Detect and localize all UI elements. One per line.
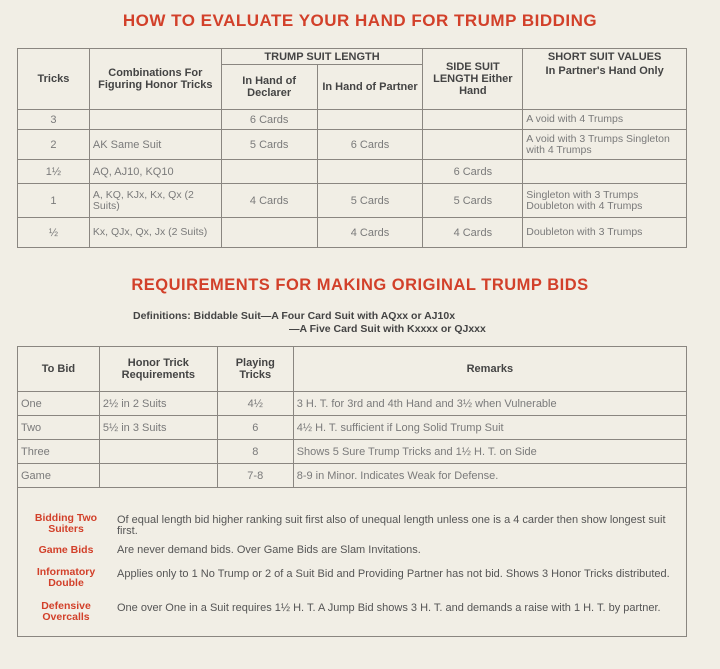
- table-row: [18, 440, 687, 464]
- playing-cell: 6: [217, 416, 293, 440]
- header-in-hand-partner: In Hand of Partner: [317, 65, 423, 110]
- table-row: [18, 160, 687, 184]
- honor-cell: 5½ in 3 Suits: [99, 416, 217, 440]
- tricks-cell: 3: [18, 110, 90, 130]
- declarer-cell: 5 Cards: [221, 130, 317, 160]
- partner-cell: [317, 110, 423, 130]
- table-row: [18, 416, 687, 440]
- extra-label: Defensive Overcalls: [41, 600, 91, 623]
- combo-cell: A, KQ, KJx, Kx, Qx (2 Suits): [89, 184, 221, 218]
- extra-text: One over One in a Suit requires 1½ H. T. A Jump Bid shows 3 H. T. and demands a raise with 1 H. T. by partner.: [117, 602, 661, 614]
- table-row: [18, 110, 687, 130]
- honor-cell: [99, 464, 217, 488]
- side-cell: [423, 110, 523, 130]
- bid-cell: Game: [18, 464, 100, 488]
- short-cell: Doubleton with 3 Trumps: [523, 218, 687, 248]
- remarks-cell: Shows 5 Sure Trump Tricks and 1½ H. T. on Side: [293, 440, 686, 464]
- declarer-cell: 6 Cards: [221, 110, 317, 130]
- remarks-cell: 8-9 in Minor. Indicates Weak for Defense.: [293, 464, 686, 488]
- combo-cell: [89, 110, 221, 130]
- tricks-cell: 1½: [18, 160, 90, 184]
- table-row: [18, 218, 687, 248]
- table-row: [18, 392, 687, 416]
- playing-cell: 8: [217, 440, 293, 464]
- requirements-title: REQUIREMENTS FOR MAKING ORIGINAL TRUMP BIDS: [131, 276, 589, 294]
- short-cell: A void with 4 Trumps: [523, 110, 687, 130]
- header-short-suit-sub: In Partner's Hand Only: [523, 65, 687, 110]
- declarer-cell: [221, 218, 317, 248]
- definition-line-1: Definitions: Biddable Suit—A Four Card Suit with AQxx or AJ10x: [133, 310, 456, 322]
- table-row: [18, 130, 687, 160]
- bid-cell: One: [18, 392, 100, 416]
- extra-text: Are never demand bids. Over Game Bids are Slam Invitations.: [117, 544, 421, 556]
- remarks-cell: 3 H. T. for 3rd and 4th Hand and 3½ when Vulnerable: [293, 392, 686, 416]
- tricks-cell: 2: [18, 130, 90, 160]
- header-honor-trick: Honor Trick Requirements: [99, 347, 217, 392]
- table-row: [18, 464, 687, 488]
- definition-line-2: —A Five Card Suit with Kxxxx or QJxxx: [289, 323, 486, 335]
- header-tricks: Tricks: [18, 49, 90, 110]
- bid-cell: Two: [18, 416, 100, 440]
- honor-cell: [99, 440, 217, 464]
- extra-text: Applies only to 1 No Trump or 2 of a Suit Bid and Providing Partner has not bid. Shows 3 Honor Tricks distributed.: [117, 568, 670, 580]
- remarks-cell: 4½ H. T. sufficient if Long Solid Trump Suit: [293, 416, 686, 440]
- playing-cell: 4½: [217, 392, 293, 416]
- table-row: [18, 184, 687, 218]
- header-remarks: Remarks: [293, 347, 686, 392]
- header-short-suit-values: SHORT SUIT VALUES: [523, 49, 687, 65]
- partner-cell: 6 Cards: [317, 130, 423, 160]
- declarer-cell: [221, 160, 317, 184]
- declarer-cell: 4 Cards: [221, 184, 317, 218]
- side-cell: [423, 130, 523, 160]
- extra-label: Informatory Double: [36, 566, 96, 589]
- combo-cell: AQ, AJ10, KQ10: [89, 160, 221, 184]
- partner-cell: 4 Cards: [317, 218, 423, 248]
- extra-label: Bidding Two Suiters: [34, 512, 98, 535]
- side-cell: 6 Cards: [423, 160, 523, 184]
- short-cell: A void with 3 Trumps Singleton with 4 Trumps: [523, 130, 687, 160]
- side-cell: 5 Cards: [423, 184, 523, 218]
- header-trump-suit-length: TRUMP SUIT LENGTH: [221, 49, 423, 65]
- header-in-hand-declarer: In Hand of Declarer: [221, 65, 317, 110]
- bid-requirements-table: [17, 346, 687, 488]
- bid-requirements-box: [17, 346, 687, 637]
- honor-cell: 2½ in 2 Suits: [99, 392, 217, 416]
- tricks-cell: ½: [18, 218, 90, 248]
- combo-cell: AK Same Suit: [89, 130, 221, 160]
- combo-cell: Kx, QJx, Qx, Jx (2 Suits): [89, 218, 221, 248]
- header-side-suit-length: SIDE SUIT LENGTH Either Hand: [423, 49, 523, 110]
- bid-cell: Three: [18, 440, 100, 464]
- short-cell: Singleton with 3 Trumps Doubleton with 4 Trumps: [523, 184, 687, 218]
- header-playing-tricks: Playing Tricks: [217, 347, 293, 392]
- header-combinations: Combinations For Figuring Honor Tricks: [89, 49, 221, 110]
- extra-label: Game Bids: [38, 544, 94, 556]
- hand-evaluation-table: [17, 48, 687, 248]
- partner-cell: [317, 160, 423, 184]
- extra-text: Of equal length bid higher ranking suit first also of unequal length unless one is a 4 carder then show longest suit first.: [117, 514, 666, 537]
- header-to-bid: To Bid: [18, 347, 100, 392]
- short-cell: [523, 160, 687, 184]
- tricks-cell: 1: [18, 184, 90, 218]
- playing-cell: 7-8: [217, 464, 293, 488]
- evaluate-hand-title: HOW TO EVALUATE YOUR HAND FOR TRUMP BIDDING: [122, 11, 598, 30]
- partner-cell: 5 Cards: [317, 184, 423, 218]
- side-cell: 4 Cards: [423, 218, 523, 248]
